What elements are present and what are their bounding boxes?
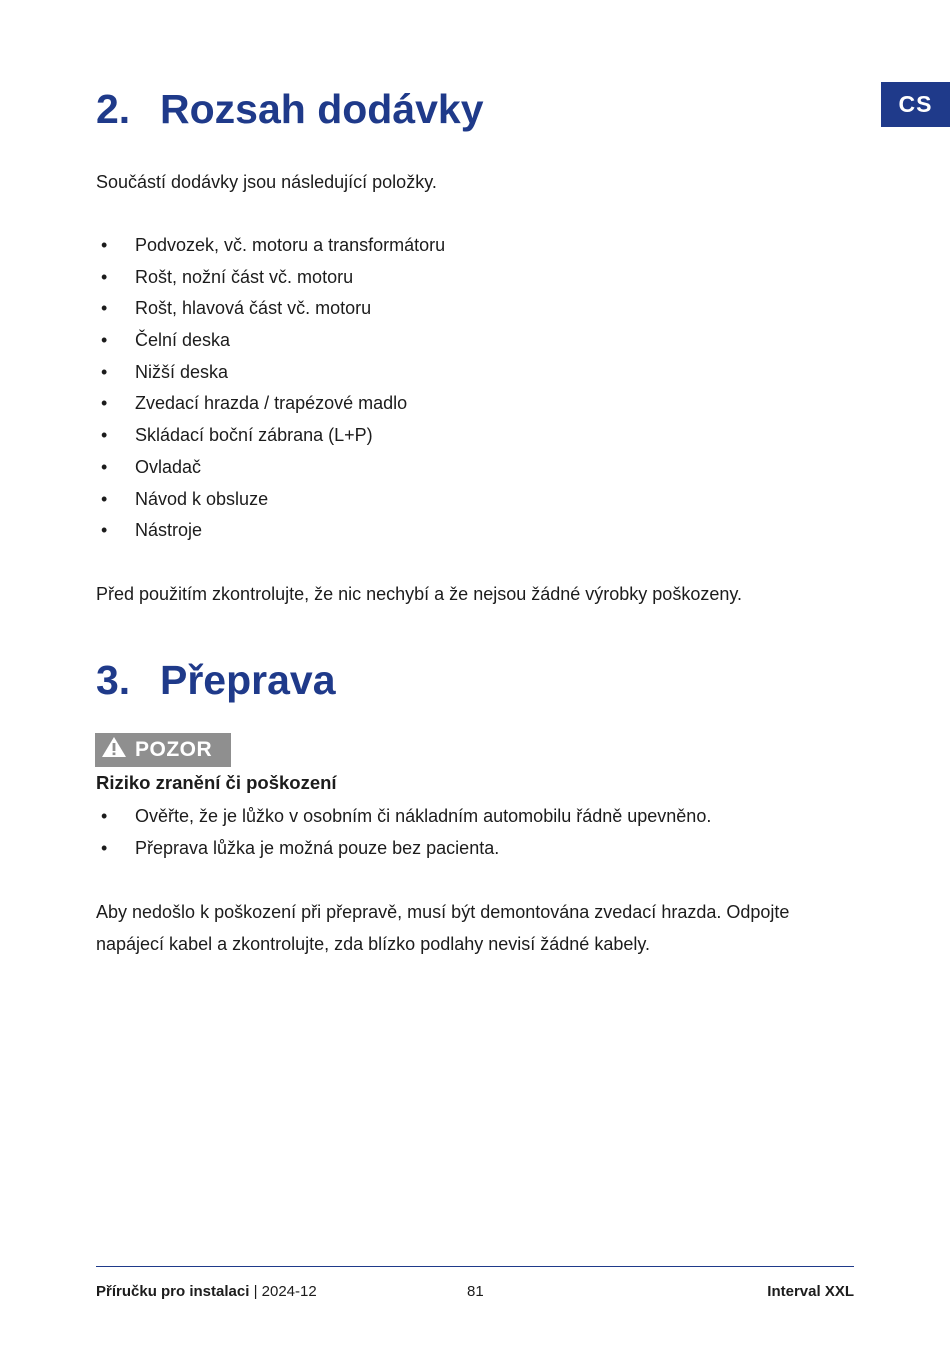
bullet-icon: •: [101, 330, 108, 351]
warning-triangle-icon: [95, 736, 135, 764]
list-item: [96, 801, 711, 833]
list-item-text: Ověřte, že je lůžko v osobním či nákladním automobilu řádně upevněno.: [135, 806, 712, 826]
list-item: [96, 484, 445, 516]
list-item: [96, 515, 445, 547]
bullet-icon: •: [101, 361, 108, 382]
footer-separator: |: [253, 1283, 258, 1300]
list-item-text: Přeprava lůžka je možná pouze bez pacienta.: [135, 837, 500, 858]
list-item-text: Ovladač: [135, 456, 202, 477]
section-3-heading: [96, 657, 336, 704]
list-item: [96, 325, 445, 357]
language-tab: CS: [881, 82, 950, 127]
section-2-title: Rozsah dodávky: [160, 86, 484, 132]
footer-doc-title: Příručku pro instalaci: [96, 1283, 250, 1300]
list-item-text: Návod k obsluze: [135, 488, 269, 509]
footer-divider: [96, 1266, 854, 1267]
list-item: [96, 420, 445, 452]
bullet-icon: •: [101, 266, 108, 287]
footer-date: 2024-12: [261, 1283, 317, 1300]
list-item-text: Skládací boční zábrana (L+P): [135, 425, 373, 446]
list-item-text: Rošt, hlavová část vč. motoru: [135, 298, 372, 319]
section-2-intro: Součástí dodávky jsou následující položky.: [96, 172, 437, 192]
footer-page-number: 81: [467, 1283, 484, 1300]
bullet-icon: •: [101, 425, 108, 446]
bullet-icon: •: [101, 520, 108, 541]
list-item-text: Čelní deska: [135, 330, 231, 351]
list-item-text: Rošt, nožní část vč. motoru: [135, 266, 354, 287]
list-item: [96, 388, 445, 420]
bullet-icon: •: [101, 235, 108, 255]
warning-badge: [95, 733, 231, 767]
bullet-icon: •: [101, 456, 108, 477]
bullet-icon: •: [101, 298, 108, 319]
list-item: [96, 833, 711, 865]
delivery-items-list: [96, 230, 445, 547]
transport-warning-list: [96, 801, 711, 864]
section-3-number: 3.: [96, 657, 131, 703]
list-item: [96, 293, 445, 325]
list-item: [96, 452, 445, 484]
section-2-heading: [96, 86, 484, 133]
bullet-icon: •: [101, 806, 108, 826]
list-item: [96, 262, 445, 294]
list-item-text: Nástroje: [135, 520, 203, 541]
list-item-text: Podvozek, vč. motoru a transformátoru: [135, 235, 446, 255]
footer-doc-info: [96, 1283, 317, 1300]
footer-product: Interval XXL: [767, 1283, 854, 1300]
list-item-text: Nižší deska: [135, 361, 229, 382]
list-item: [96, 230, 445, 262]
bullet-icon: •: [101, 837, 108, 858]
warning-title: Riziko zranění či poškození: [96, 772, 337, 793]
section-2-note: Před použitím zkontrolujte, že nic nechybí a že nejsou žádné výrobky poškozeny.: [96, 584, 743, 604]
section-3-title: Přeprava: [160, 657, 336, 703]
list-item-text: Zvedací hrazda / trapézové madlo: [135, 393, 408, 414]
bullet-icon: •: [101, 393, 108, 414]
bullet-icon: •: [101, 488, 108, 509]
section-3-paragraph: Aby nedošlo k poškození při přepravě, musí být demontována zvedací hrazda. Odpojte napájecí kabel a zkontrolujte, zda blízko podlahy nevisí žádné kabely.: [96, 902, 790, 954]
list-item: [96, 357, 445, 389]
section-2-number: 2.: [96, 86, 131, 132]
warning-label: POZOR: [135, 738, 213, 761]
